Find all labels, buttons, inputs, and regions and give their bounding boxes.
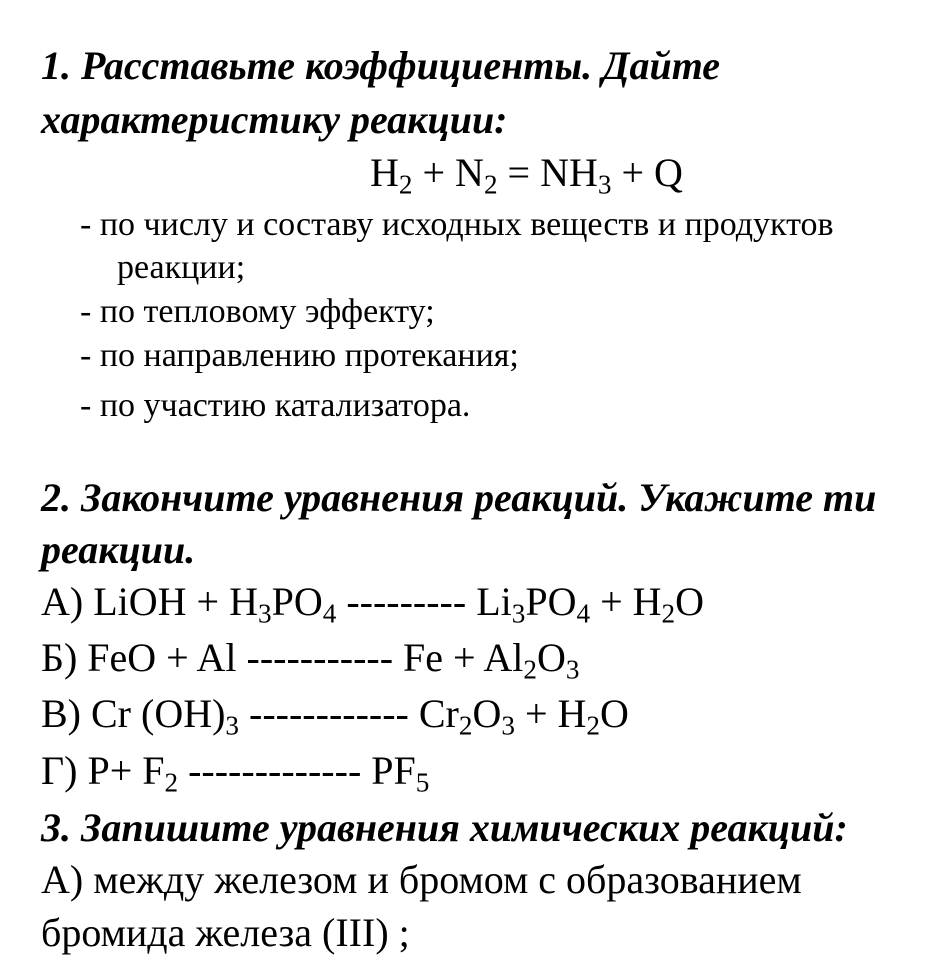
criterion-catalyst: - по участию катализатора.: [80, 387, 471, 424]
criterion-composition-cont: реакции;: [117, 249, 246, 286]
criterion-thermal-effect: - по тепловому эффекту;: [80, 293, 435, 330]
equation-b: Б) FeO + Al ----------- $Fe + Al_2O_3$: [41, 635, 580, 685]
task3-title: 3. Запишите уравнения химических реакций:: [41, 805, 848, 850]
task1-title-line2: характеристику реакции:: [41, 97, 508, 142]
task3-item-a-line2: бромида железа (III) ;: [41, 910, 410, 955]
equation-g: Г) $P+ F_2$ ------------- $PF_5$: [41, 748, 430, 798]
task2-title-line2: реакции.: [41, 527, 196, 572]
task1-title-line1: 1. Расставьте коэффициенты. Дайте: [41, 43, 721, 88]
task1-equation: $H_2 + N_2 = NH_3 + Q$: [370, 150, 683, 200]
task2-title-line1: 2. Закончите уравнения реакций. Укажите ти: [41, 475, 877, 520]
criterion-direction: - по направлению протекания;: [80, 337, 519, 374]
equation-a: А) LiOH + $H_3PO_4$ --------- $Li_3PO_4 + H_2O$: [41, 579, 705, 629]
criterion-composition: - по числу и составу исходных веществ и продуктов: [80, 206, 834, 243]
equation-v: В) Cr $(OH)_3$ ------------ $Cr_2O_3 + H_2O$: [41, 691, 629, 741]
task3-item-a-line1: А) между железом и бромом с образованием: [41, 857, 802, 902]
